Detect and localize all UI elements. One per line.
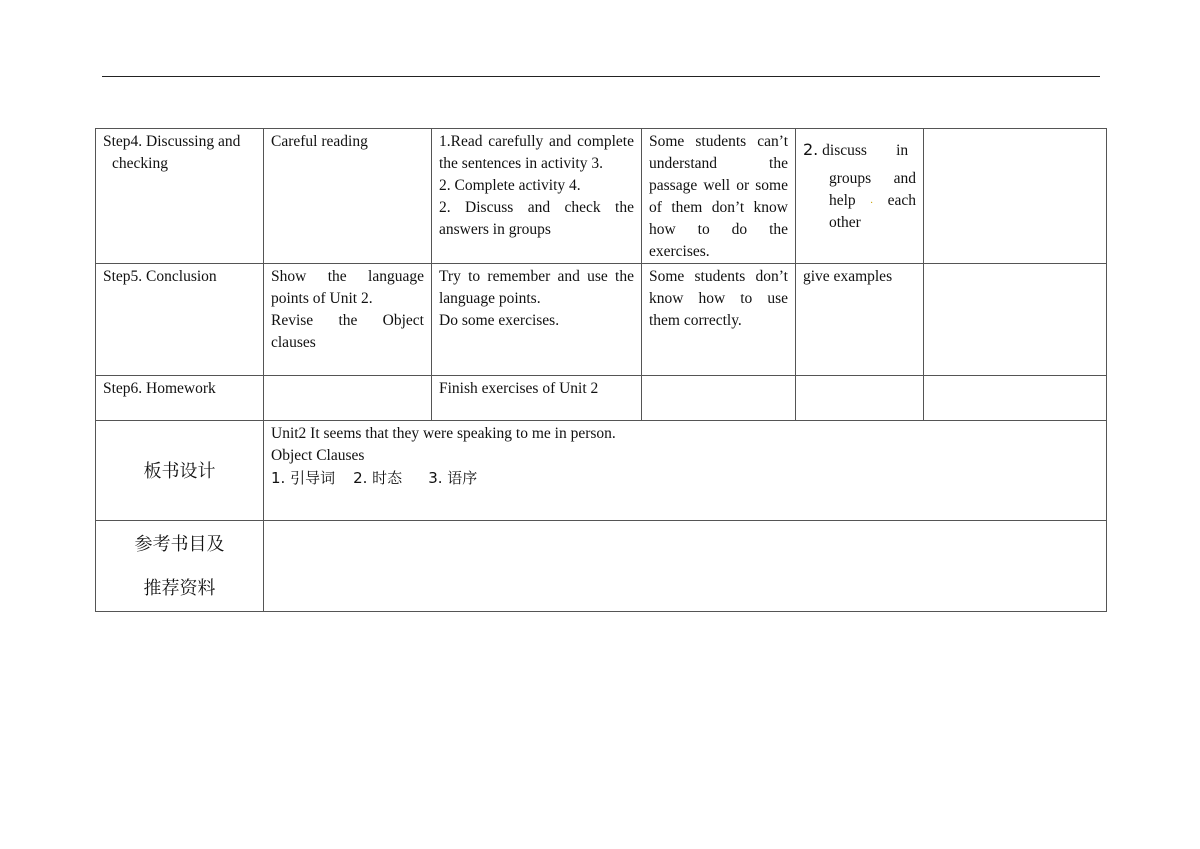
step6-strategy-cell [796, 376, 924, 421]
step6-step-cell [96, 376, 264, 421]
step5-difficulty-cell [642, 264, 796, 376]
board-design-items [271, 467, 1099, 489]
references-label-line2: 推荐资料 [143, 578, 216, 599]
board-design-content-cell [264, 421, 1107, 521]
step4-step-cell [96, 129, 264, 264]
step4-notes-cell [924, 129, 1107, 264]
table-row-step6 [96, 376, 1107, 421]
step5-content-cell [264, 264, 432, 376]
step6-difficulty-cell [642, 376, 796, 421]
table-row-references [96, 521, 1107, 612]
step5-content-2: Revise the Object clauses [271, 312, 424, 351]
step5-activities-cell [432, 264, 642, 376]
step5-content-1: Show the language points of Unit 2. [271, 268, 424, 307]
step4-step-line1: Step4. Discussing and [103, 133, 241, 150]
step4-activity-1: 1.Read carefully and complete the sentences in activity 3. [439, 133, 634, 172]
table-row-step4 [96, 129, 1107, 264]
step5-notes-cell [924, 264, 1107, 376]
references-content-cell [264, 521, 1107, 612]
step5-step-cell [96, 264, 264, 376]
step4-difficulty-cell [642, 129, 796, 264]
step4-activity-3: 2. Discuss and check the answers in groups [439, 199, 634, 238]
step5-step: Step5. Conclusion [103, 268, 217, 285]
table-row-board-design [96, 421, 1107, 521]
lesson-plan-table [95, 128, 1107, 612]
step6-activity-cell [432, 376, 642, 421]
step4-step-line2: checking [112, 155, 168, 172]
step4-strategy-first: discuss in [822, 142, 909, 159]
step5-strategy: give examples [803, 268, 893, 285]
step4-difficulty: Some students can’t understand the passage well or some of them don’t know how to do the exercises. [649, 133, 788, 260]
step4-activity-2: 2. Complete activity 4. [439, 177, 581, 194]
board-design-item-2: 2. 时态 [353, 469, 403, 487]
board-design-label-cell [96, 421, 264, 521]
step4-strategy-line1 [803, 131, 916, 164]
step5-strategy-cell [796, 264, 924, 376]
board-design-line2-a: Object C [271, 447, 327, 464]
step6-content-cell [264, 376, 432, 421]
board-design-item-3: 3. 语序 [428, 469, 478, 487]
board-design-line1: Unit2 It seems that they were speaking to me in person. [271, 425, 616, 442]
step4-activities-cell [432, 129, 642, 264]
board-design-line2 [271, 445, 1099, 467]
board-design-line2-b: lauses [326, 447, 365, 464]
step4-strategy-mark: . [870, 195, 873, 206]
step6-activity: Finish exercises of Unit 2 [439, 380, 599, 397]
step4-strategy-each: each [887, 192, 916, 209]
header-rule [102, 76, 1100, 77]
step4-content-cell [264, 129, 432, 264]
references-label-line1: 参考书目及 [134, 534, 225, 555]
table-row-step5 [96, 264, 1107, 376]
step5-activity-2: Do some exercises. [439, 312, 560, 329]
step4-strategy-num: 2. [803, 140, 819, 159]
step4-strategy-rest-4: other [829, 214, 861, 231]
step5-activity-1: Try to remember and use the language points. [439, 268, 634, 307]
step6-notes-cell [924, 376, 1107, 421]
board-design-item-1: 1. 引导词 [271, 469, 336, 487]
step4-strategy-rest [803, 164, 916, 234]
step4-strategy-help: help [829, 192, 856, 209]
step4-strategy-rest-1: groups and [829, 170, 916, 187]
step4-strategy-cell [796, 129, 924, 264]
references-label-cell [96, 521, 264, 612]
step5-difficulty: Some students don’t know how to use them correctly. [649, 268, 788, 329]
step6-step: Step6. Homework [103, 380, 216, 397]
step4-content: Careful reading [271, 133, 368, 150]
board-design-label: 板书设计 [143, 460, 216, 482]
step4-strategy-rest-2 [829, 190, 916, 212]
